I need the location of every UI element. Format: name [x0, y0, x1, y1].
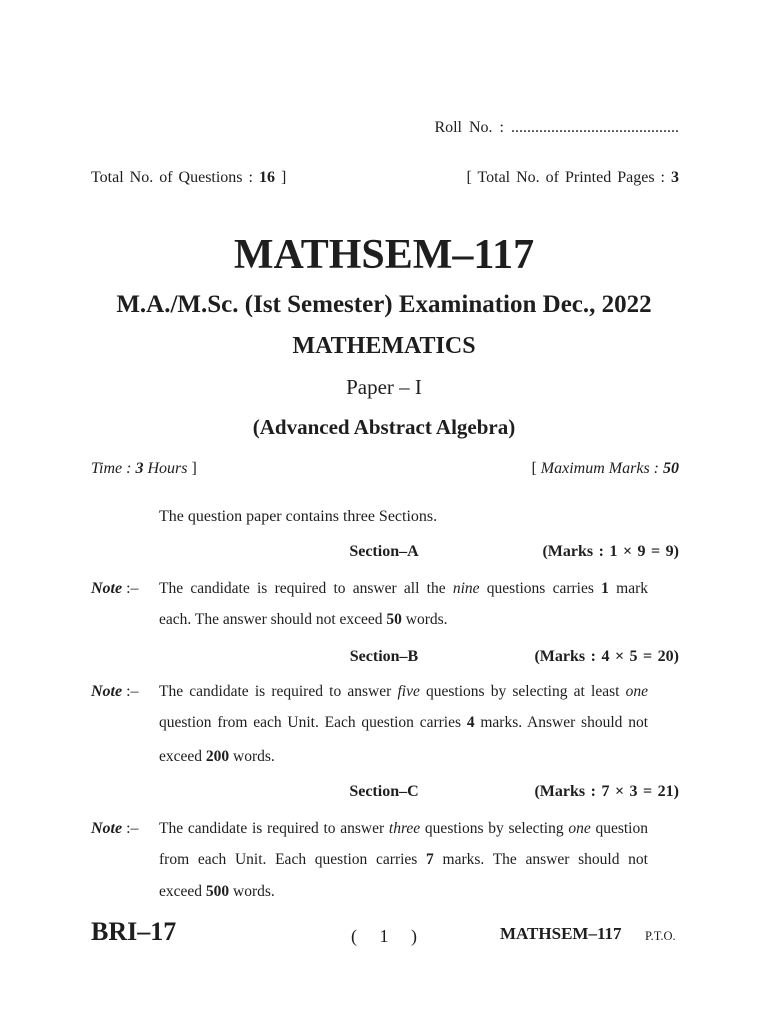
time-unit: Hours [143, 460, 188, 477]
note-number: 200 [205, 748, 230, 765]
note-emphasis: three [388, 820, 421, 837]
time-value: 3 [135, 460, 144, 477]
roll-number-blank: .......................................... [511, 119, 679, 136]
section-c-note-label [91, 817, 139, 841]
footer-page-number: ( 1 ) [351, 926, 417, 946]
note-number: 7 [426, 851, 434, 868]
exam-name: M.A./M.Sc. (Ist Semester) Examination Dec., 2022 [116, 291, 652, 318]
section-c-title: Section–C [349, 783, 419, 800]
instructions-intro: The question paper contains three Sections. [159, 508, 438, 525]
subject-name: MATHEMATICS [292, 333, 476, 359]
footer-paper-code: MATHSEM–117 [500, 924, 622, 943]
note-emphasis: nine [452, 580, 480, 597]
note-number: 1 [601, 580, 609, 597]
total-questions-value: 16 [258, 169, 275, 186]
total-questions-bracket: ] [274, 169, 287, 186]
note-text: each. The answer should not exceed [159, 611, 387, 628]
paper-title: (Advanced Abstract Algebra) [252, 415, 516, 439]
section-b-note-label [91, 680, 139, 704]
note-separator: :– [122, 820, 139, 837]
section-b-note-line [159, 745, 648, 769]
section-a-title: Section–A [349, 543, 419, 560]
paper-number: Paper – I [346, 375, 422, 399]
note-text: question from each Unit. Each question carries [159, 714, 467, 731]
note-text: questions carries [479, 580, 602, 597]
note-text: exceed [159, 748, 206, 765]
time-bracket: ] [187, 460, 197, 477]
roll-number-label: Roll No. : [434, 119, 504, 136]
note-text: words. [229, 883, 275, 900]
note-text: marks. The answer should not [433, 851, 648, 868]
note-number: 500 [205, 883, 230, 900]
section-b-note-line [159, 680, 648, 704]
note-emphasis: one [568, 820, 591, 837]
section-c-note-line [159, 848, 648, 872]
printed-pages-label: [ Total No. of Printed Pages : [466, 169, 671, 186]
section-c-marks: (Marks : 7 × 3 = 21) [534, 783, 679, 800]
section-b-title: Section–B [349, 648, 419, 665]
printed-pages-value: 3 [671, 169, 679, 186]
note-emphasis: five [397, 683, 420, 700]
note-number: 50 [386, 611, 402, 628]
note-text: mark [608, 580, 648, 597]
note-text: The candidate is required to answer all the [159, 580, 453, 597]
time-allowed [91, 457, 197, 481]
max-marks-bracket: [ [531, 460, 541, 477]
note-text: questions by selecting [420, 820, 569, 837]
note-separator: :– [122, 683, 139, 700]
note-number: 4 [466, 714, 475, 731]
note-text: words. [229, 748, 275, 765]
max-marks-label: Maximum Marks : [540, 460, 663, 477]
max-marks-value: 50 [663, 460, 679, 477]
total-questions-label: Total No. of Questions : [91, 169, 259, 186]
note-text: The candidate is required to answer [159, 683, 398, 700]
note-separator: :– [122, 580, 139, 597]
note-word: Note [91, 580, 123, 597]
note-text: The candidate is required to answer [159, 820, 389, 837]
section-a-note-label [91, 577, 139, 601]
note-word: Note [91, 683, 123, 700]
section-a-note-line [159, 608, 648, 632]
note-text: from each Unit. Each question carries [159, 851, 427, 868]
time-label: Time : [91, 460, 136, 477]
section-b-marks: (Marks : 4 × 5 = 20) [534, 648, 679, 665]
maximum-marks [531, 457, 679, 481]
footer-pto: P.T.O. [645, 929, 676, 943]
total-printed-pages [466, 166, 679, 190]
note-word: Note [91, 820, 123, 837]
section-a-marks: (Marks : 1 × 9 = 9) [542, 543, 679, 560]
section-c-note-line [159, 880, 648, 904]
total-questions [91, 166, 286, 190]
section-b-note-line [159, 711, 648, 735]
note-text: marks. Answer should not [474, 714, 648, 731]
footer-booklet-code: BRI–17 [91, 917, 177, 946]
paper-code-title: MATHSEM–117 [233, 232, 535, 278]
note-text: words. [401, 611, 448, 628]
section-a-note-line [159, 577, 648, 601]
section-c-note-line [159, 817, 648, 841]
note-text: questions by selecting at least [419, 683, 626, 700]
note-text: exceed [159, 883, 206, 900]
note-text: question [590, 820, 648, 837]
note-emphasis: one [625, 683, 648, 700]
roll-number-row [434, 116, 679, 140]
